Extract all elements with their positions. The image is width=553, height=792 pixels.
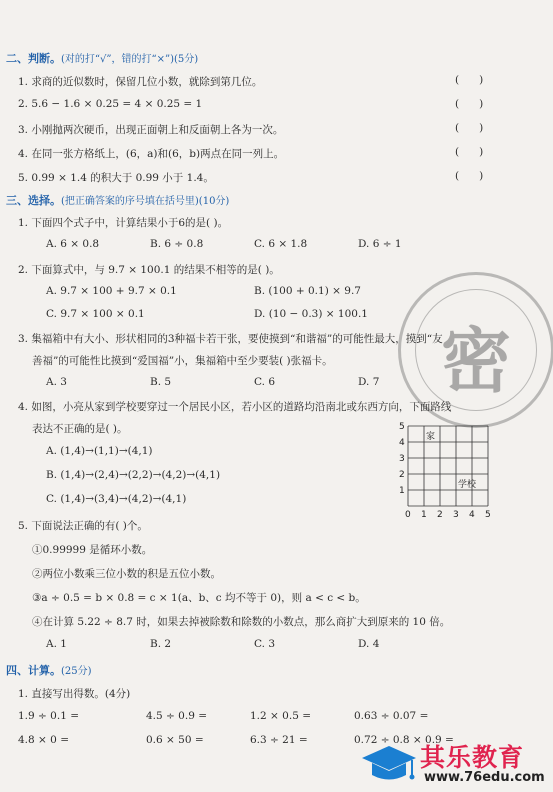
calc-row1-item3: 1.2 × 0.5 =: [250, 710, 312, 722]
judge-item-3: 3. 小刚抛两次硬币，出现正面朝上和反面朝上各为一次。: [18, 124, 284, 136]
x-tick-4: 4: [469, 510, 475, 520]
calc-row1-item4: 0.63 ÷ 0.07 =: [354, 710, 429, 722]
section-2-note: (对的打“√”，错的打“×”)(5分): [61, 54, 199, 65]
choice-q4-stem-line2: 表达不正确的是( )。: [32, 423, 128, 435]
y-tick-2: 2: [399, 470, 405, 480]
x-tick-0: 0: [405, 510, 411, 520]
choice-q1-stem: 1. 下面四个式子中，计算结果小于6的是( )。: [18, 217, 229, 229]
choice-q5-statement-3: ③a ÷ 0.5 = b × 0.8 = c × 1(a、b、c 均不等于 0)，则 a < c < b。: [32, 592, 366, 604]
choice-q2-option-d: D. (10 − 0.3) × 100.1: [254, 308, 368, 320]
section-4-title: 四、计算。: [6, 664, 61, 677]
choice-q4-option-c: C. (1,4)→(3,4)→(4,2)→(4,1): [46, 493, 187, 505]
section-3-title: 三、选择。: [6, 194, 61, 207]
x-tick-5: 5: [485, 510, 491, 520]
choice-q2-option-a: A. 9.7 × 100 + 9.7 × 0.1: [46, 285, 177, 297]
section-3-note: (把正确答案的序号填在括号里)(10分): [61, 196, 230, 207]
answer-blank-1[interactable]: ( ): [455, 74, 484, 86]
choice-q5-statement-4: ④在计算 5.22 ÷ 8.7 时，如果去掉被除数和除数的小数点，那么商扩大到原来的 10 倍。: [32, 616, 451, 628]
answer-blank-2[interactable]: ( ): [455, 98, 484, 110]
school-label: 学校: [458, 480, 477, 490]
choice-q2-stem: 2. 下面算式中，与 9.7 × 100.1 的结果不相等的是( )。: [18, 264, 280, 276]
choice-q3-option-b: B. 5: [150, 376, 172, 388]
brand-url: www.76edu.com: [424, 770, 545, 785]
y-tick-5: 5: [399, 422, 405, 432]
answer-blank-5[interactable]: ( ): [455, 170, 484, 182]
choice-q3-option-c: C. 6: [254, 376, 276, 388]
y-tick-4: 4: [399, 438, 405, 448]
choice-q2-option-c: C. 9.7 × 100 × 0.1: [46, 308, 145, 320]
x-tick-2: 2: [437, 510, 443, 520]
section-2-header: [6, 50, 198, 66]
section-3-header: [6, 192, 229, 208]
answer-blank-4[interactable]: ( ): [455, 146, 484, 158]
choice-q1-option-c: C. 6 × 1.8: [254, 238, 308, 250]
section-4-header: [6, 662, 92, 678]
choice-q1-option-b: B. 6 ÷ 0.8: [150, 238, 204, 250]
calc-row2-item4: 0.72 ÷ 0.8 × 0.9 =: [354, 734, 454, 746]
choice-q5-statement-2: ②两位小数乘三位小数的积是五位小数。: [32, 568, 221, 580]
choice-q3-stem-line1: 3. 集福箱中有大小、形状相同的3种福卡若干张，要使摸到“和谐福”的可能性最大，摸到“友: [18, 333, 443, 345]
choice-q5-option-d: D. 4: [358, 638, 380, 650]
choice-q4-stem-line1: 4. 如图，小亮从家到学校要穿过一个居民小区，若小区的道路均沿南北或东西方向，下面路线: [18, 401, 452, 413]
choice-q5-option-b: B. 2: [150, 638, 172, 650]
choice-q5-option-a: A. 1: [46, 638, 67, 650]
calc-row2-item3: 6.3 ÷ 21 =: [250, 734, 308, 746]
coordinate-grid: [398, 420, 498, 520]
choice-q3-option-d: D. 7: [358, 376, 380, 388]
choice-q2-option-b: B. (100 + 0.1) × 9.7: [254, 285, 361, 297]
stamp-character: 密: [441, 320, 511, 402]
judge-item-5: 5. 0.99 × 1.4 的积大于 0.99 小于 1.4。: [18, 172, 214, 184]
calc-row1-item2: 4.5 ÷ 0.9 =: [146, 710, 208, 722]
calc-sub-1-title: 1. 直接写出得数。(4分): [18, 688, 131, 700]
choice-q3-option-a: A. 3: [46, 376, 67, 388]
choice-q4-option-a: A. (1,4)→(1,1)→(4,1): [46, 445, 153, 457]
section-4-note: (25分): [61, 666, 92, 677]
y-tick-3: 3: [399, 454, 405, 464]
choice-q5-statement-1: ①0.99999 是循环小数。: [32, 544, 153, 556]
x-tick-1: 1: [421, 510, 427, 520]
choice-q5-option-c: C. 3: [254, 638, 276, 650]
section-2-title: 二、判断。: [6, 52, 61, 65]
judge-item-2: 2. 5.6 − 1.6 × 0.25 = 4 × 0.25 = 1: [18, 98, 203, 110]
y-tick-1: 1: [399, 486, 405, 496]
choice-q3-stem-line2: 善福”的可能性比摸到“爱国福”小，集福箱中至少要装( )张福卡。: [32, 355, 333, 367]
answer-blank-3[interactable]: ( ): [455, 122, 484, 134]
x-tick-3: 3: [453, 510, 459, 520]
home-label: 家: [426, 432, 436, 442]
calc-row2-item1: 4.8 × 0 =: [18, 734, 69, 746]
graduation-cap-icon: [360, 742, 418, 788]
brand-name: 其乐教育: [420, 743, 525, 772]
choice-q1-option-a: A. 6 × 0.8: [46, 238, 100, 250]
choice-q1-option-d: D. 6 ÷ 1: [358, 238, 402, 250]
calc-row2-item2: 0.6 × 50 =: [146, 734, 204, 746]
choice-q5-stem: 5. 下面说法正确的有( )个。: [18, 520, 148, 532]
calc-row1-item1: 1.9 ÷ 0.1 =: [18, 710, 80, 722]
judge-item-1: 1. 求商的近似数时，保留几位小数，就除到第几位。: [18, 76, 263, 88]
choice-q4-option-b: B. (1,4)→(2,4)→(2,2)→(4,2)→(4,1): [46, 469, 221, 481]
site-logo: [358, 736, 553, 792]
judge-item-4: 4. 在同一张方格纸上，(6，a)和(6，b)两点在同一列上。: [18, 148, 285, 160]
